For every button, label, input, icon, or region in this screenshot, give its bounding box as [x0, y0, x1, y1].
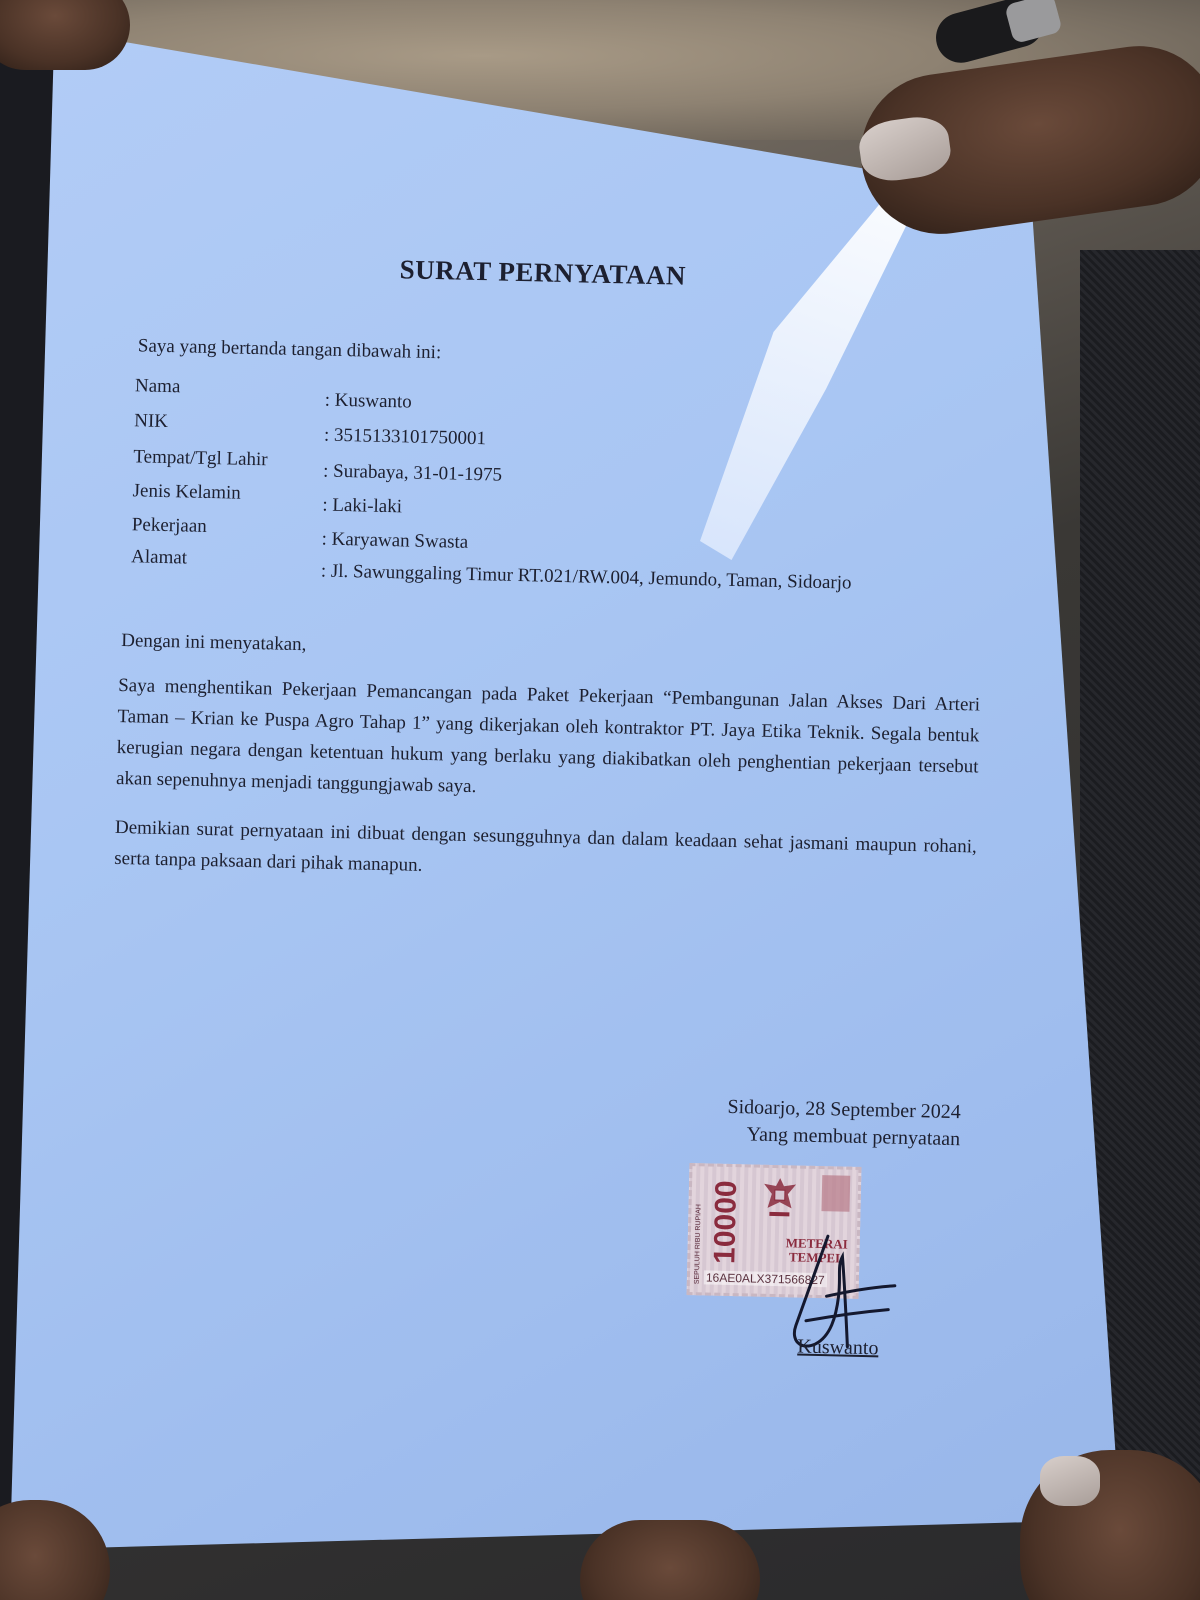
field-value: : 3515133101750001 [323, 424, 487, 450]
hand-top-left [0, 0, 130, 70]
field-label: NIK [133, 410, 169, 433]
document-title: SURAT PERNYATAAN [399, 254, 687, 291]
field-label: Nama [134, 375, 181, 398]
field-value: : Surabaya, 31-01-1975 [322, 460, 503, 486]
thumbnail [856, 113, 953, 185]
thumbnail [1040, 1456, 1100, 1506]
hand-bottom-right [1020, 1450, 1200, 1600]
field-label: Tempat/Tgl Lahir [133, 446, 268, 471]
field-value: : Jl. Sawunggaling Timur RT.021/RW.004, Jemundo, Taman, Sidoarjo [320, 560, 852, 594]
field-label: Pekerjaan [131, 514, 207, 537]
statement-heading: Dengan ini menyatakan, [120, 630, 307, 656]
stamp-value: 10000 [708, 1179, 744, 1264]
stamp-corner-pattern [821, 1175, 850, 1212]
place-date: Sidoarjo, 28 September 2024 [727, 1095, 962, 1124]
stamp-side-text: SEPULUH RIBU RUPIAH [693, 1204, 703, 1285]
field-label: Alamat [130, 546, 188, 569]
intro-text: Saya yang bertanda tangan dibawah ini: [137, 335, 442, 364]
signer-role: Yang membuat pernyataan [746, 1123, 961, 1151]
field-value: : Karyawan Swasta [321, 528, 469, 553]
pen-icon [925, 0, 1065, 80]
paragraph-declaration: Saya menghentikan Pekerjaan Pemancangan pada Paket Pekerjaan “Pembangunan Jalan Akses Dari Arteri Taman – Krian ke Puspa Agro Tahap 1” yang dikerjakan oleh kontraktor PT. Jaya Etika Teknik. Segala bentuk kerugian negara dengan ketentuan hukum yang berlaku yang diakibatkan oleh penghentian pekerjaan tersebut akan sepenuhnya menjadi tanggungjawab saya. [115, 674, 981, 798]
paragraph-closing: Demikian surat pernyataan ini dibuat dengan sesungguhnya dan dalam keadaan sehat jasmani maupun rohani, serta tanpa paksaan dari pihak manapun. [114, 816, 978, 876]
signer-name: Kuswanto [797, 1335, 879, 1360]
field-value: : Kuswanto [324, 389, 413, 413]
stamp-label-line: METERAI [785, 1235, 848, 1252]
garuda-emblem-icon [759, 1174, 800, 1221]
field-value: : Laki-laki [322, 494, 403, 518]
hand-bottom-center [580, 1520, 760, 1600]
field-label: Jenis Kelamin [132, 480, 242, 504]
stamp-serial: 16AE0ALX371566827 [705, 1270, 825, 1288]
signature-block [670, 1093, 961, 1154]
stamp-label-line: TEMPEL [788, 1249, 845, 1266]
